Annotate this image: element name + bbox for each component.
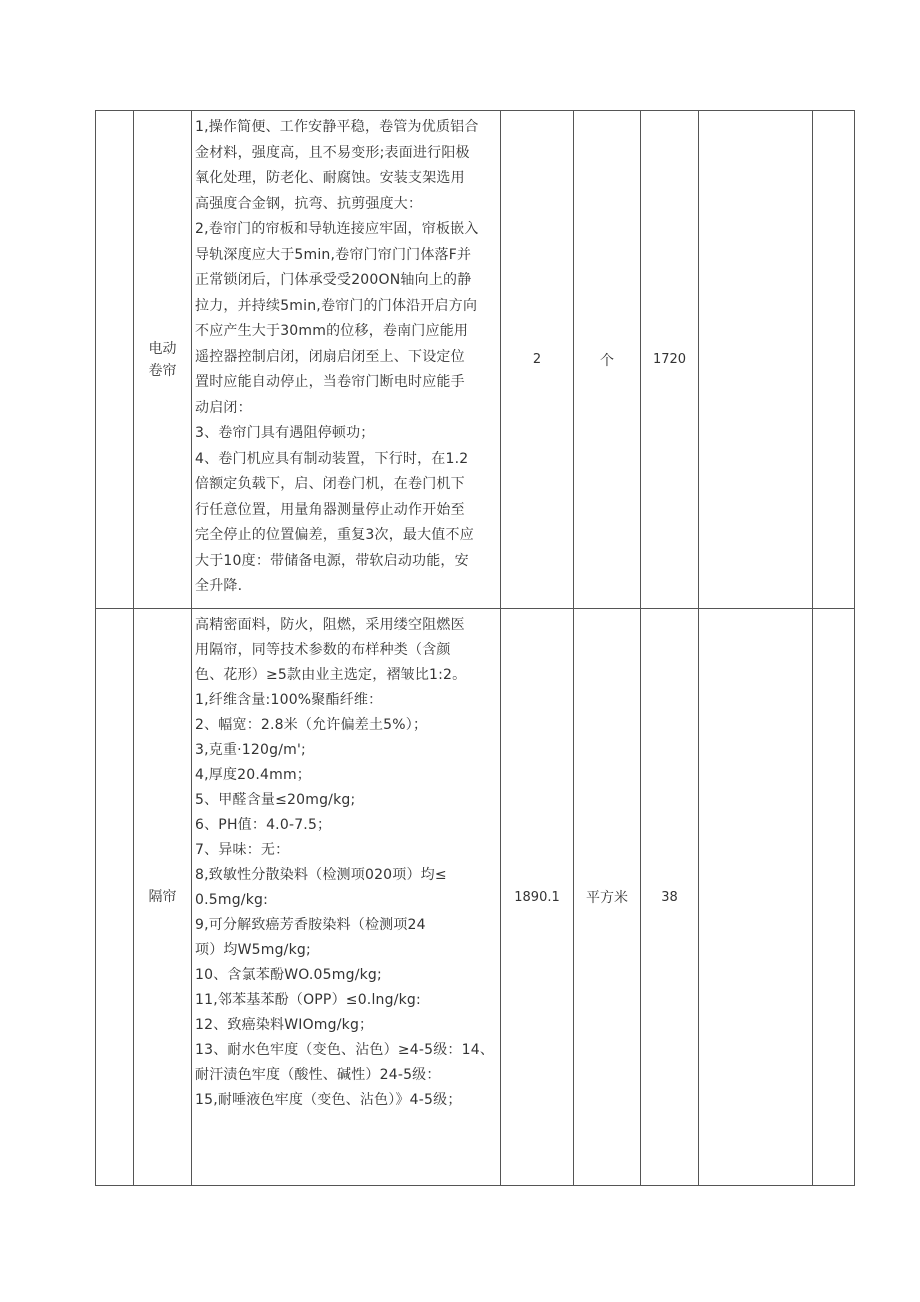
description-line: 2,卷帘门的帘板和导轨连接应牢固，帘板嵌入 [195,221,479,237]
description-line: 6、PH值：4.0-7.5； [195,817,332,833]
empty-cell [699,609,813,1186]
quantity-cell: 1890.1 [501,609,574,1186]
item-description-cell [192,111,501,609]
description-line: 正常锁闭后，门体承受受200ON轴向上的静 [195,272,472,288]
item-name-cell [134,609,192,1186]
description-line: 15,耐唾液色牢度（变色、沾色）》4-5级； [195,1092,462,1108]
description-line: 拉力，并持续5min,卷帘门的门体沿开启方向 [195,297,478,314]
quantity-cell: 2 [501,111,574,609]
description-line: 高精密面料，防火，阻燃，采用缕空阻燃医 [195,617,465,633]
description-line: 完全停止的位置偏差，重复3次，最大值不应 [195,527,474,543]
description-line: 项）均W5mg∕kg; [195,942,311,958]
item-name-line: 卷帘 [148,362,177,379]
index-cell [96,609,134,1186]
item-name-line: 电动 [148,340,177,357]
description-line: 导轨深度应大于5min,卷帘门帘门门体落F并 [195,246,472,263]
index-cell [96,111,134,609]
description-line: 11,邻苯基苯酚（OPP）≤0.lng∕kg: [195,992,421,1008]
price-cell: 38 [641,609,699,1186]
description-line: 用隔帘，同等技术参数的布样种类（含颜 [195,642,451,658]
description-line: 倍额定负载下，启、闭卷门机，在卷门机下 [195,476,465,492]
description-line: 全升降. [195,578,243,594]
description-line: 置时应能自动停止，当卷帘门断电时应能手 [195,374,465,390]
description-line: 2、幅宽：2.8米（允许偏差土5%）； [195,717,428,733]
unit-cell: 个 [574,111,641,609]
description-line: 9,可分解致癌芳香胺染料（检测项24 [195,917,426,933]
price-cell: 1720 [641,111,699,609]
description-line: 行任意位置，用量角器测量停止动作开始至 [195,501,465,518]
description-line: 色、花形）≥5款由业主选定，褶皱比1:2。 [195,667,467,683]
description-line: 遥控器控制启闭，闭扇启闭至上、下设定位 [195,348,465,365]
table-row [96,609,855,1186]
spec-table [95,110,855,1186]
empty-cell [813,111,855,609]
unit-cell: 平方米 [574,609,641,1186]
empty-cell [699,111,813,609]
description-line: 1,纤维含量:100%聚酯纤维： [195,692,383,708]
description-line: 氧化处理，防老化、耐腐蚀。安装支架选用 [195,170,465,186]
description-line: 12、致癌染料WIOmg/kg； [195,1017,374,1033]
description-line: 3、卷帘门具有遇阻停顿功； [195,425,375,441]
description-line: 5、甲醛含量≤20mg∕kg; [195,792,356,808]
description-line: 10、含氯苯酚WO.05mg∕kg; [195,967,382,983]
description-line: 金材料，强度高，且不易变形;表面进行阳极 [195,144,470,161]
description-line: 0.5mg∕kg: [195,892,269,908]
description-line: 4,厚度20.4mm； [195,767,312,783]
description-line: 耐汗渍色牢度（酸性、碱性）24-5级： [195,1067,441,1083]
description-line: 3,克重·120g∕m'; [195,742,306,758]
table-row [96,111,855,609]
item-name-cell [134,111,192,609]
empty-cell [813,609,855,1186]
description-line: 13、耐水色牢度（变色、沾色）≥4-5级：14、 [195,1042,495,1058]
item-name-line: 隔帘 [148,889,177,905]
item-description-cell [192,609,501,1186]
description-line: 8,致敏性分散染料（检测项020项）均≤ [195,867,447,883]
description-line: 大于10度：带储备电源，带软启动功能，安 [195,552,469,569]
description-line: 不应产生大于30mm的位移，卷南门应能用 [195,323,469,339]
description-line: 高强度合金钢，抗弯、抗剪强度大： [195,195,423,212]
description-line: 7、异味：无： [195,842,290,858]
description-line: 1,操作简便、工作安静平稳，卷管为优质铝合 [195,119,479,135]
description-line: 4、卷门机应具有制动装置，下行时，在1.2 [195,450,469,467]
description-line: 动启闭： [195,399,252,416]
